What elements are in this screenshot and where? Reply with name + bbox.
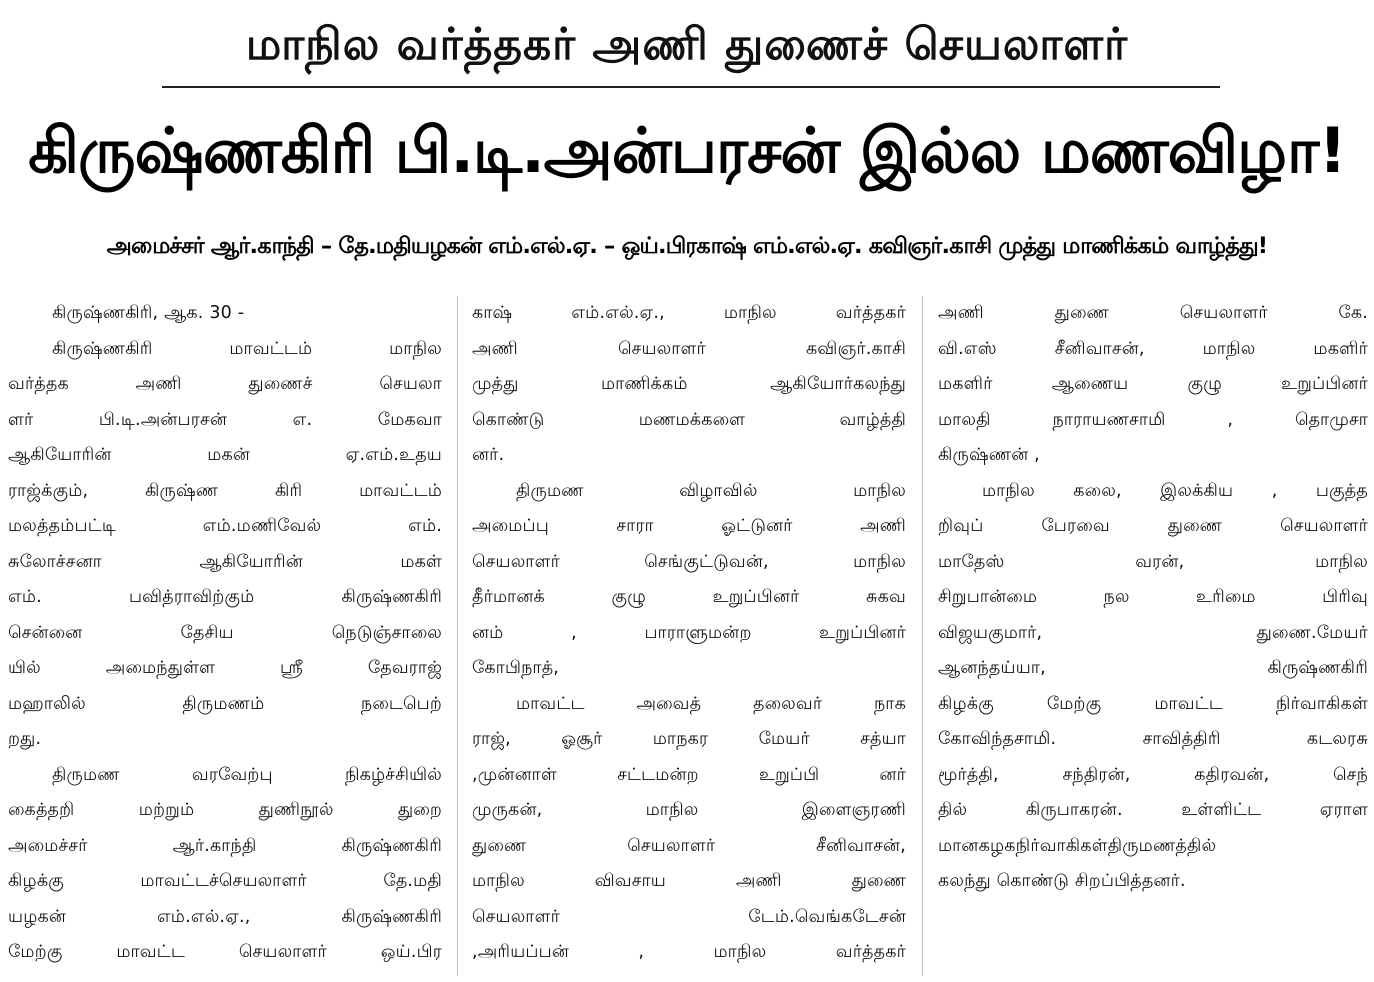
text-line: தீர்மானக் குழு உறுப்பினர் சுகவ [472, 587, 906, 607]
text-line: மூர்த்தி, சந்திரன், கதிரவன், செந் [938, 764, 1368, 785]
article-column-1 [8, 296, 442, 978]
text-line: மாவட்ட அவைத் தலைவர் நாக [516, 693, 906, 714]
text-line: காஷ் எம்.எல்.ஏ., மாநில வர்த்தகர் [472, 303, 906, 323]
kicker-underline [162, 86, 1220, 88]
text-line: எம். பவித்ராவிற்கும் கிருஷ்ணகிரி [8, 587, 442, 607]
text-line: ஆனந்தய்யா, கிருஷ்ணகிரி [938, 658, 1368, 678]
text-line: ளர் பி.டி.அன்பரசன் எ. மேகவா [8, 409, 442, 430]
text-line: மாநில விவசாய அணி துணை [472, 871, 906, 891]
headline: கிருஷ்ணகிரி பி.டி.அன்பரசன் இல்ல மணவிழா! [28, 114, 1346, 187]
text-line: னர். [472, 445, 505, 465]
text-line: மானகழகநிர்வாகிகள்திருமணத்தில் [938, 835, 1217, 856]
text-line: மாதேஸ் வரன், மாநில [938, 551, 1368, 572]
text-line: கிழக்கு மாவட்டச்செயலாளர் தே.மதி [8, 871, 442, 891]
text-line: அமைப்பு சாரா ஓட்டுனர் அணி [472, 516, 906, 536]
text-line: ,அரியப்பன் , மாநில வர்த்தகர் [472, 942, 906, 962]
text-line: மாலதி நாராயணசாமி , தொமுசா [938, 409, 1368, 430]
article-column-3 [938, 296, 1368, 978]
text-line: வர்த்தக அணி துணைச் செயலா [8, 374, 442, 394]
text-line: யில் அமைந்துள்ள ஸ்ரீ தேவராஜ் [8, 658, 442, 678]
text-line: மேற்கு மாவட்ட செயலாளர் ஒய்.பிர [8, 942, 442, 962]
text-line: மஹாலில் திருமணம் நடைபெற் [8, 693, 442, 714]
text-line: கோபிநாத், [472, 658, 560, 678]
text-line: அணி துணை செயலாளர் கே. [938, 303, 1368, 323]
column-divider [457, 296, 458, 976]
text-line: தில் கிருபாகரன். உள்ளிட்ட ஏராள [938, 800, 1368, 820]
text-line: கோவிந்தசாமி. சாவித்திரி கடலரசு [938, 729, 1368, 749]
text-line: றது. [8, 729, 42, 749]
kicker-heading: மாநில வர்த்தகர் அணி துணைச் செயலாளர் [245, 19, 1129, 70]
text-line: சிறுபான்மை நல உரிமை பிரிவு [938, 587, 1368, 607]
text-line: முத்து மாணிக்கம் ஆகியோர்கலந்து [472, 374, 906, 394]
text-line: வி.எஸ் சீனிவாசன், மாநில மகளிர் [938, 338, 1368, 359]
text-line: ,முன்னாள் சட்டமன்ற உறுப்பி னர் [472, 764, 906, 785]
text-line: முருகன், மாநில இளைஞரணி [472, 800, 906, 820]
text-line: சுலோச்சனா ஆகியோரின் மகள் [8, 551, 442, 572]
text-line: அணி செயலாளர் கவிஞர்.காசி [472, 338, 906, 359]
text-line: திருமண வரவேற்பு நிகழ்ச்சியில் [52, 764, 442, 785]
column-divider [922, 296, 923, 976]
text-line: துணை செயலாளர் சீனிவாசன், [472, 835, 906, 856]
text-line: விஜயகுமார், துணை.மேயர் [938, 622, 1368, 643]
text-line: ஆகியோரின் மகன் ஏ.எம்.உதய [8, 445, 442, 465]
text-line: மகளிர் ஆணைய குழு உறுப்பினர் [938, 374, 1368, 394]
text-line: கிழக்கு மேற்கு மாவட்ட நிர்வாகிகள் [938, 693, 1368, 714]
text-line: னம் , பாராளுமன்ற உறுப்பினர் [472, 622, 906, 643]
article-column-2 [472, 296, 906, 978]
text-line: கலந்து கொண்டு சிறப்பித்தனர். [938, 871, 1186, 891]
text-line: யழகன் எம்.எல்.ஏ., கிருஷ்ணகிரி [8, 906, 442, 927]
text-line: சென்னை தேசிய நெடுஞ்சாலை [8, 622, 442, 643]
text-line: கிருஷ்ணன் , [938, 445, 1040, 465]
text-line: றிவுப் பேரவை துணை செயலாளர் [938, 516, 1368, 536]
text-line: கைத்தறி மற்றும் துணிநூல் துறை [8, 800, 442, 820]
subheadline: அமைச்சர் ஆர்.காந்தி – தே.மதியழகன் எம்.எல்.ஏ. – ஒய்.பிரகாஷ் எம்.எல்.ஏ. கவிஞர்.காசி முத்து மாணிக்கம் வாழ்த்து! [106, 233, 1268, 259]
text-line: மலத்தம்பட்டி எம்.மணிவேல் எம். [8, 516, 442, 536]
text-line: செயலாளர் டேம்.வெங்கடேசன் [472, 906, 906, 927]
text-line: ராஜ், ஓசூர் மாநகர மேயர் சத்யா [472, 729, 906, 749]
text-line: மாநில கலை, இலக்கிய , பகுத்த [982, 480, 1368, 501]
text-line: அமைச்சர் ஆர்.காந்தி கிருஷ்ணகிரி [8, 835, 442, 856]
text-line: திருமண விழாவில் மாநில [516, 480, 906, 501]
text-line: கிருஷ்ணகிரி மாவட்டம் மாநில [52, 338, 442, 359]
text-line: செயலாளர் செங்குட்டுவன், மாநில [472, 551, 906, 572]
dateline: கிருஷ்ணகிரி, ஆக. 30 - [52, 303, 245, 323]
text-line: கொண்டு மணமக்களை வாழ்த்தி [472, 409, 906, 430]
text-line: ராஜ்க்கும், கிருஷ்ண கிரி மாவட்டம் [8, 480, 442, 501]
